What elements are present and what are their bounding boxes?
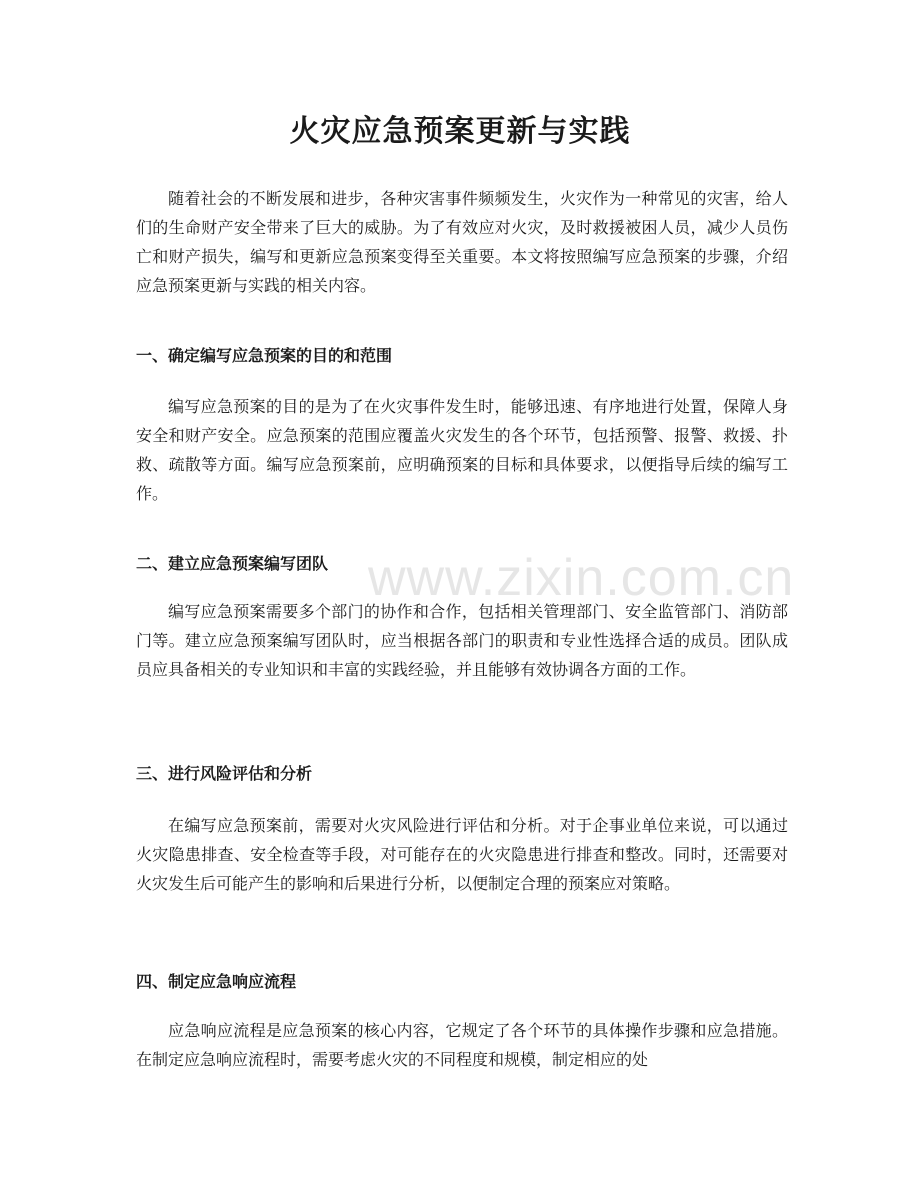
intro-paragraph: 随着社会的不断发展和进步，各种灾害事件频频发生，火灾作为一种常见的灾害，给人们的生命财产安全带来了巨大的威胁。为了有效应对火灾，及时救援被困人员，减少人员伤亡和财产损失，编写和更新应急预案变得至关重要。本文将按照编写应急预案的步骤，介绍应急预案更新与实践的相关内容。 [136, 189, 788, 295]
document-title: 火灾应急预案更新与实践 [289, 114, 631, 149]
section-heading-2: 二、建立应急预案编写团队 [136, 554, 329, 573]
section-body-4: 应急响应流程是应急预案的核心内容，它规定了各个环节的具体操作步骤和应急措施。在制定应急响应流程时，需要考虑火灾的不同程度和规模，制定相应的处 [136, 1021, 788, 1069]
section-heading-4: 四、制定应急响应流程 [136, 972, 297, 991]
section-body-3: 在编写应急预案前，需要对火灾风险进行评估和分析。对于企事业单位来说，可以通过火灾隐患排查、安全检查等手段，对可能存在的火灾隐患进行排查和整改。同时，还需要对火灾发生后可能产生的影响和后果进行分析，以便制定合理的预案应对策略。 [136, 816, 788, 893]
section-body-1: 编写应急预案的目的是为了在火灾事件发生时，能够迅速、有序地进行处置，保障人身安全和财产安全。应急预案的范围应覆盖火灾发生的各个环节，包括预警、报警、救援、扑救、疏散等方面。编写应急预案前，应明确预案的目标和具体要求，以便指导后续的编写工作。 [136, 397, 788, 503]
watermark: www.zixin.com.cn [368, 549, 795, 607]
section-heading-1: 一、确定编写应急预案的目的和范围 [136, 346, 393, 365]
section-body-2: 编写应急预案需要多个部门的协作和合作，包括相关管理部门、安全监管部门、消防部门等。建立应急预案编写团队时，应当根据各部门的职责和专业性选择合适的成员。团队成员应具备相关的专业知识和丰富的实践经验，并且能够有效协调各方面的工作。 [136, 602, 788, 679]
section-heading-3: 三、进行风险评估和分析 [136, 764, 313, 783]
